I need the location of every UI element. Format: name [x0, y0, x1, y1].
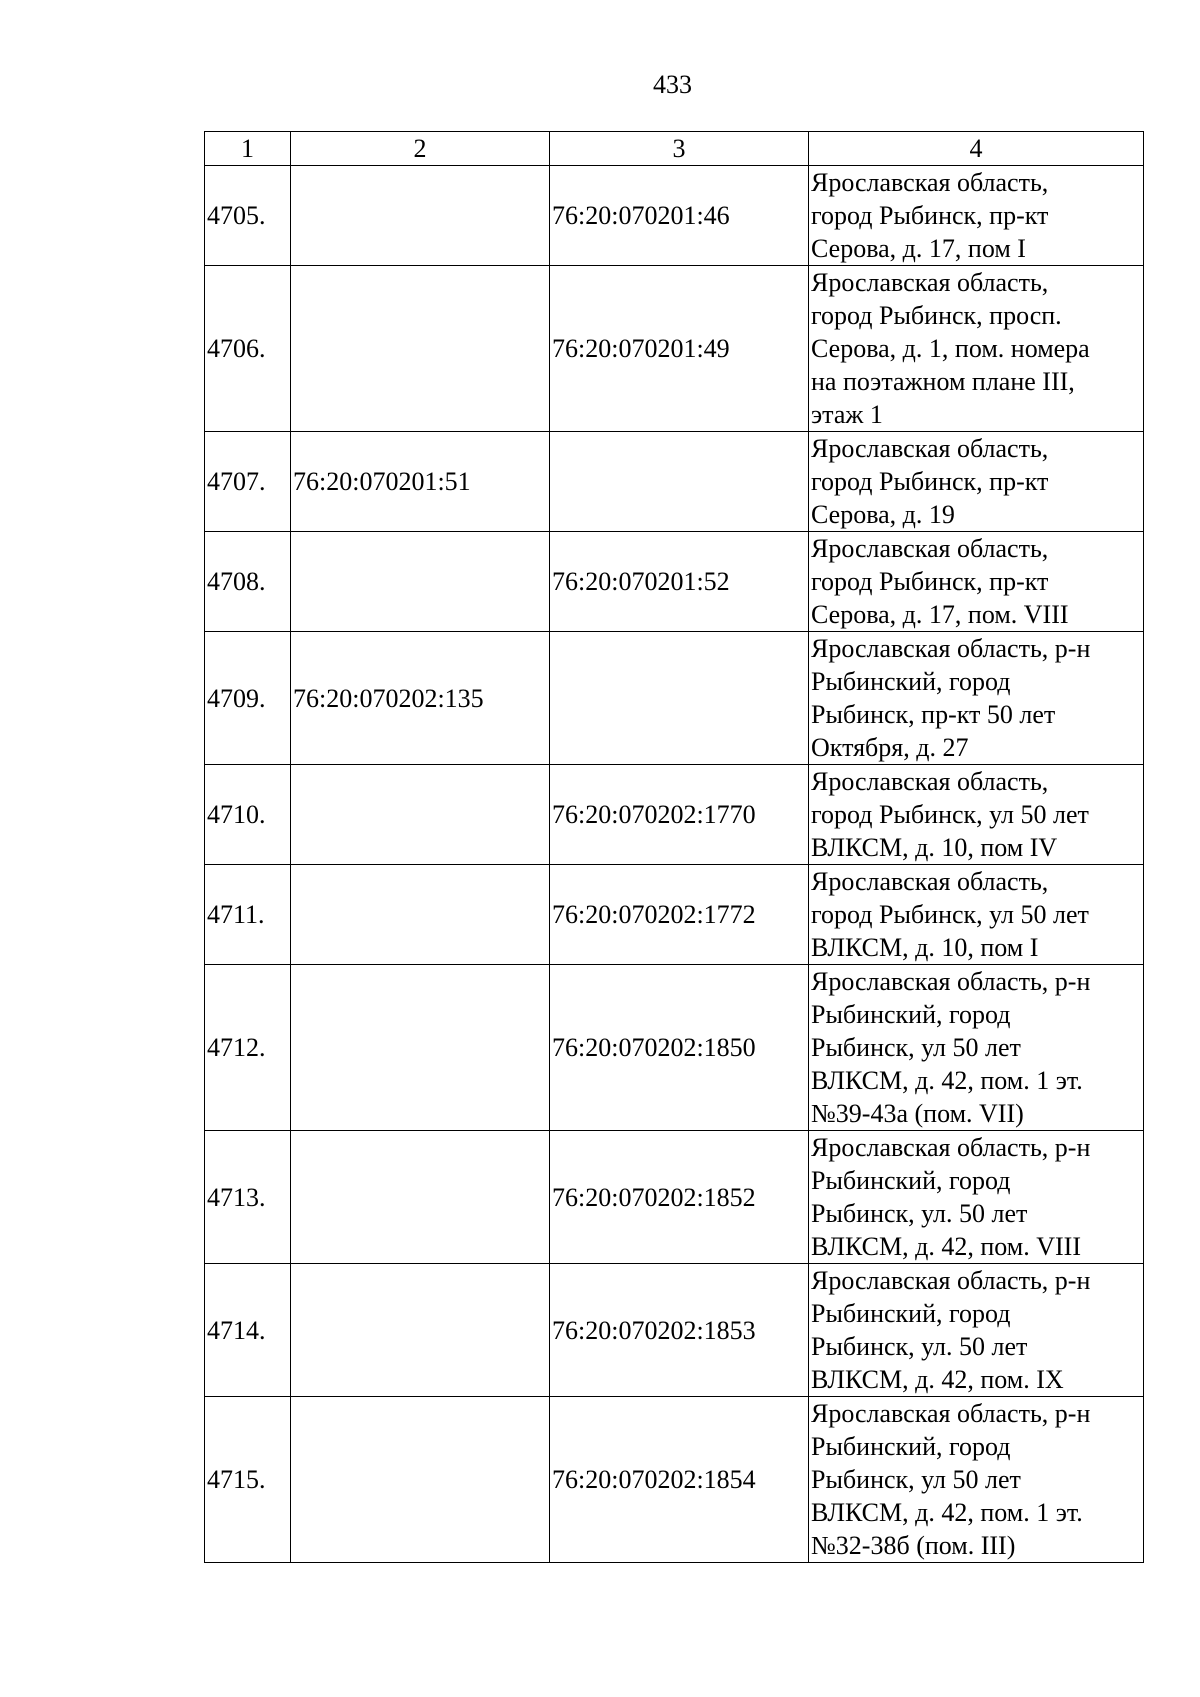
cadastral-number-col3-cell	[550, 432, 809, 532]
row-number-cell: 4707.	[205, 432, 291, 532]
header-row	[205, 132, 1144, 166]
cadastral-number-col2-cell	[291, 532, 550, 632]
table-row	[205, 432, 1144, 532]
cadastral-number-col3-cell: 76:20:070202:1852	[550, 1131, 809, 1264]
table-row	[205, 166, 1144, 266]
address-line: на поэтажном плане III,	[811, 367, 1075, 396]
cadastral-number-col2-cell: 76:20:070201:51	[291, 432, 550, 532]
table-row	[205, 865, 1144, 965]
address-cell	[809, 266, 1144, 432]
row-number-cell: 4713.	[205, 1131, 291, 1264]
address-line: Ярославская область, р-н	[811, 634, 1091, 663]
address-cell	[809, 1131, 1144, 1264]
cadastral-number-col2-cell	[291, 1264, 550, 1397]
header-col-3: 3	[550, 132, 809, 166]
cadastral-number-col2-cell	[291, 765, 550, 865]
address-line: Ярославская область, р-н	[811, 967, 1091, 996]
row-number-cell: 4705.	[205, 166, 291, 266]
address-line: Серова, д. 17, пом I	[811, 234, 1026, 263]
address-line: Серова, д. 19	[811, 500, 955, 529]
row-number-cell: 4708.	[205, 532, 291, 632]
address-cell	[809, 1264, 1144, 1397]
address-cell	[809, 965, 1144, 1131]
address-line: Рыбинск, пр-кт 50 лет	[811, 700, 1056, 729]
address-cell	[809, 1397, 1144, 1563]
row-number-cell: 4712.	[205, 965, 291, 1131]
address-cell	[809, 632, 1144, 765]
address-line: город Рыбинск, ул 50 лет	[811, 800, 1089, 829]
address-line: ВЛКСМ, д. 42, пом. VIII	[811, 1232, 1081, 1261]
table-body	[205, 166, 1144, 1563]
address-line: город Рыбинск, пр-кт	[811, 201, 1049, 230]
address-line: Октября, д. 27	[811, 733, 969, 762]
address-line: Рыбинский, город	[811, 1299, 1011, 1328]
cadastral-number-col2-cell: 76:20:070202:135	[291, 632, 550, 765]
cadastral-number-col3-cell: 76:20:070202:1854	[550, 1397, 809, 1563]
address-line: ВЛКСМ, д. 10, пом IV	[811, 833, 1058, 862]
address-line: ВЛКСМ, д. 42, пом. 1 эт.	[811, 1066, 1083, 1095]
cadastral-number-col3-cell: 76:20:070202:1772	[550, 865, 809, 965]
table-row	[205, 266, 1144, 432]
header-col-4: 4	[809, 132, 1144, 166]
address-cell	[809, 865, 1144, 965]
row-number-cell: 4706.	[205, 266, 291, 432]
address-line: Ярославская область,	[811, 268, 1049, 297]
address-line: Серова, д. 17, пом. VIII	[811, 600, 1069, 629]
address-line: Рыбинский, город	[811, 1166, 1011, 1195]
address-line: город Рыбинск, пр-кт	[811, 467, 1049, 496]
address-cell	[809, 532, 1144, 632]
address-cell	[809, 166, 1144, 266]
table-row	[205, 965, 1144, 1131]
address-line: город Рыбинск, просп.	[811, 301, 1062, 330]
address-line: Рыбинск, ул. 50 лет	[811, 1332, 1028, 1361]
table-row	[205, 632, 1144, 765]
address-line: №32-38б (пом. III)	[811, 1531, 1016, 1560]
cadastral-number-col3-cell: 76:20:070201:46	[550, 166, 809, 266]
address-line: ВЛКСМ, д. 42, пом. IX	[811, 1365, 1064, 1394]
address-line: ВЛКСМ, д. 10, пом I	[811, 933, 1039, 962]
header-col-2: 2	[291, 132, 550, 166]
cadastral-number-col3-cell: 76:20:070201:49	[550, 266, 809, 432]
table-row	[205, 1397, 1144, 1563]
table-header	[205, 132, 1144, 166]
address-line: Рыбинск, ул 50 лет	[811, 1465, 1021, 1494]
address-line: №39-43а (пом. VII)	[811, 1099, 1024, 1128]
row-number-cell: 4711.	[205, 865, 291, 965]
cadastral-number-col2-cell	[291, 965, 550, 1131]
address-line: Рыбинск, ул. 50 лет	[811, 1199, 1028, 1228]
address-line: Ярославская область,	[811, 168, 1049, 197]
row-number-cell: 4709.	[205, 632, 291, 765]
header-col-1: 1	[205, 132, 291, 166]
cadastral-number-col2-cell	[291, 1131, 550, 1264]
address-line: Ярославская область,	[811, 867, 1049, 896]
cadastral-number-col3-cell: 76:20:070201:52	[550, 532, 809, 632]
registry-table	[204, 131, 1144, 1563]
address-line: Ярославская область, р-н	[811, 1266, 1091, 1295]
table-row	[205, 1131, 1144, 1264]
address-line: город Рыбинск, пр-кт	[811, 567, 1049, 596]
address-line: Ярославская область, р-н	[811, 1399, 1091, 1428]
row-number-cell: 4710.	[205, 765, 291, 865]
page-number: 433	[653, 70, 692, 99]
cadastral-number-col2-cell	[291, 166, 550, 266]
table-row	[205, 532, 1144, 632]
address-line: Рыбинский, город	[811, 667, 1011, 696]
address-line: Ярославская область,	[811, 434, 1049, 463]
cadastral-number-col2-cell	[291, 1397, 550, 1563]
address-line: Рыбинский, город	[811, 1432, 1011, 1461]
address-line: Ярославская область, р-н	[811, 1133, 1091, 1162]
cadastral-number-col3-cell: 76:20:070202:1853	[550, 1264, 809, 1397]
table-row	[205, 765, 1144, 865]
address-line: Ярославская область,	[811, 534, 1049, 563]
address-line: ВЛКСМ, д. 42, пом. 1 эт.	[811, 1498, 1083, 1527]
cadastral-number-col3-cell	[550, 632, 809, 765]
address-line: Ярославская область,	[811, 767, 1049, 796]
address-line: Серова, д. 1, пом. номера	[811, 334, 1090, 363]
address-line: Рыбинский, город	[811, 1000, 1011, 1029]
cadastral-number-col3-cell: 76:20:070202:1770	[550, 765, 809, 865]
row-number-cell: 4714.	[205, 1264, 291, 1397]
address-line: этаж 1	[811, 400, 883, 429]
cadastral-number-col2-cell	[291, 865, 550, 965]
address-cell	[809, 765, 1144, 865]
address-line: Рыбинск, ул 50 лет	[811, 1033, 1021, 1062]
address-cell	[809, 432, 1144, 532]
cadastral-number-col2-cell	[291, 266, 550, 432]
table-row	[205, 1264, 1144, 1397]
cadastral-number-col3-cell: 76:20:070202:1850	[550, 965, 809, 1131]
address-line: город Рыбинск, ул 50 лет	[811, 900, 1089, 929]
row-number-cell: 4715.	[205, 1397, 291, 1563]
